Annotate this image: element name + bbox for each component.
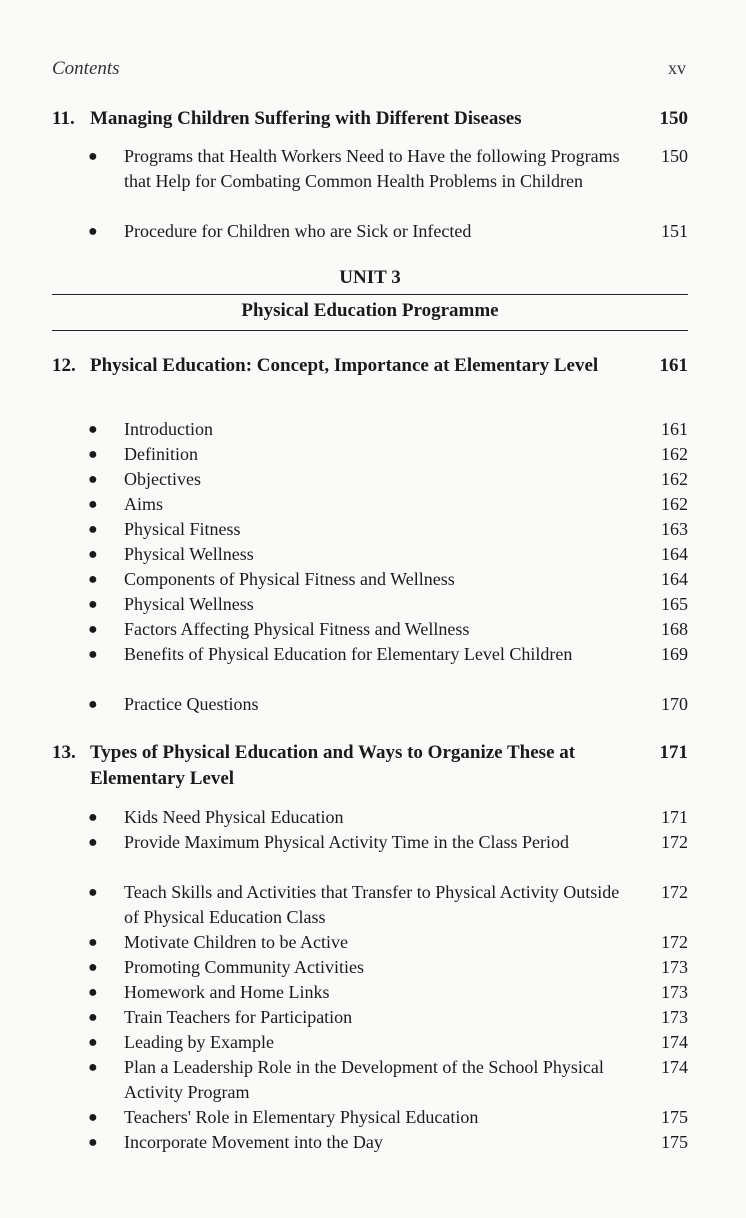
bullet-icon: ● <box>88 496 98 513</box>
toc-item-page: 173 <box>661 957 688 977</box>
bullet-icon: ● <box>88 148 98 165</box>
bullet-icon: ● <box>88 984 98 1001</box>
toc-item-page: 165 <box>661 594 688 614</box>
bullet-icon: ● <box>88 884 98 901</box>
running-header-page-number: xv <box>668 58 686 78</box>
toc-item[interactable] <box>88 692 688 717</box>
bullet-icon: ● <box>88 521 98 538</box>
toc-item-page: 175 <box>661 1107 688 1127</box>
toc-item-page: 162 <box>661 469 688 489</box>
toc-item-page: 174 <box>661 1032 688 1052</box>
divider <box>52 330 688 331</box>
toc-item[interactable] <box>88 880 688 930</box>
divider <box>52 294 688 295</box>
bullet-icon: ● <box>88 959 98 976</box>
bullet-icon: ● <box>88 1134 98 1151</box>
toc-item[interactable] <box>88 219 688 244</box>
bullet-icon: ● <box>88 1059 98 1076</box>
toc-item[interactable] <box>88 492 688 517</box>
unit-title: Physical Education Programme <box>241 300 499 321</box>
toc-item-page: 162 <box>661 444 688 464</box>
toc-item-text: Train Teachers for Participation <box>124 1007 353 1027</box>
toc-item-page: 150 <box>661 146 688 166</box>
toc-item[interactable] <box>88 144 688 194</box>
toc-item[interactable] <box>88 805 688 830</box>
toc-item-page: 172 <box>661 832 688 852</box>
chapter-number: 13. <box>52 742 76 763</box>
toc-item-page: 172 <box>661 882 688 902</box>
toc-item[interactable] <box>88 1030 688 1055</box>
toc-item-page: 164 <box>661 569 688 589</box>
chapter-number: 12. <box>52 355 76 376</box>
toc-item-page: 174 <box>661 1057 688 1077</box>
bullet-icon: ● <box>88 646 98 663</box>
toc-item-text: Practice Questions <box>124 694 259 714</box>
toc-item[interactable] <box>88 1105 688 1130</box>
toc-item[interactable] <box>88 930 688 955</box>
toc-item-text: Benefits of Physical Education for Elementary Level Children <box>124 644 573 664</box>
unit-label: UNIT 3 <box>339 267 401 288</box>
toc-item-text: Physical Fitness <box>124 519 241 539</box>
toc-item-page: 172 <box>661 932 688 952</box>
toc-item[interactable] <box>88 517 688 542</box>
chapter-title: Types of Physical Education and Ways to Organize These at Elementary Level <box>90 742 576 789</box>
toc-item[interactable] <box>88 567 688 592</box>
toc-item-page: 162 <box>661 494 688 514</box>
toc-item-text: Incorporate Movement into the Day <box>124 1132 383 1152</box>
toc-item-text: Leading by Example <box>124 1032 274 1052</box>
toc-item-text: Teachers' Role in Elementary Physical Education <box>124 1107 479 1127</box>
toc-item-text: Programs that Health Workers Need to Have the following Programs that Help for Combating Common Health Problems in Children <box>124 146 620 191</box>
chapter-number: 11. <box>52 108 75 129</box>
toc-item[interactable] <box>88 617 688 642</box>
toc-item-text: Motivate Children to be Active <box>124 932 348 952</box>
toc-item-page: 175 <box>661 1132 688 1152</box>
bullet-icon: ● <box>88 471 98 488</box>
toc-item-page: 171 <box>661 807 688 827</box>
bullet-icon: ● <box>88 1109 98 1126</box>
bullet-icon: ● <box>88 546 98 563</box>
toc-item[interactable] <box>88 467 688 492</box>
toc-item-page: 169 <box>661 644 688 664</box>
bullet-icon: ● <box>88 696 98 713</box>
bullet-icon: ● <box>88 596 98 613</box>
toc-item-text: Kids Need Physical Education <box>124 807 344 827</box>
chapter-title: Managing Children Suffering with Different Diseases <box>90 108 522 129</box>
chapter-page: 150 <box>659 108 688 129</box>
toc-item-text: Definition <box>124 444 198 464</box>
toc-item-text: Physical Wellness <box>124 594 254 614</box>
toc-item-page: 173 <box>661 982 688 1002</box>
toc-item-text: Physical Wellness <box>124 544 254 564</box>
chapter-page: 161 <box>659 355 688 376</box>
toc-item[interactable] <box>88 592 688 617</box>
toc-item-text: Teach Skills and Activities that Transfer to Physical Activity Outside of Physical Education Class <box>124 882 620 927</box>
toc-item-page: 173 <box>661 1007 688 1027</box>
toc-item-text: Components of Physical Fitness and Wellness <box>124 569 455 589</box>
bullet-icon: ● <box>88 934 98 951</box>
toc-item-text: Plan a Leadership Role in the Development of the School Physical Activity Program <box>124 1057 604 1102</box>
toc-item-page: 170 <box>661 694 688 714</box>
toc-item[interactable] <box>88 830 688 855</box>
bullet-icon: ● <box>88 446 98 463</box>
toc-item[interactable] <box>88 980 688 1005</box>
bullet-icon: ● <box>88 1034 98 1051</box>
toc-item[interactable] <box>88 1005 688 1030</box>
toc-item[interactable] <box>88 442 688 467</box>
toc-item[interactable] <box>88 542 688 567</box>
bullet-icon: ● <box>88 621 98 638</box>
bullet-icon: ● <box>88 1009 98 1026</box>
toc-item-text: Factors Affecting Physical Fitness and Wellness <box>124 619 470 639</box>
chapter-title: Physical Education: Concept, Importance at Elementary Level <box>90 355 599 376</box>
bullet-icon: ● <box>88 421 98 438</box>
bullet-icon: ● <box>88 571 98 588</box>
bullet-icon: ● <box>88 223 98 240</box>
running-header-title: Contents <box>52 58 120 79</box>
toc-item-page: 151 <box>661 221 688 241</box>
toc-item-text: Introduction <box>124 419 213 439</box>
chapter-page: 171 <box>659 742 688 763</box>
bullet-icon: ● <box>88 834 98 851</box>
toc-item-text: Procedure for Children who are Sick or Infected <box>124 221 472 241</box>
chapter-13-entry[interactable] <box>52 740 688 792</box>
toc-item[interactable] <box>88 1055 688 1105</box>
bullet-icon: ● <box>88 809 98 826</box>
toc-item-page: 163 <box>661 519 688 539</box>
toc-item-page: 164 <box>661 544 688 564</box>
toc-item[interactable] <box>88 642 688 667</box>
chapter-12-entry[interactable] <box>52 353 688 379</box>
toc-item-text: Provide Maximum Physical Activity Time in the Class Period <box>124 832 570 852</box>
toc-item-text: Promoting Community Activities <box>124 957 365 977</box>
toc-item-text: Homework and Home Links <box>124 982 330 1002</box>
chapter-11-entry[interactable] <box>52 106 688 132</box>
toc-item-page: 168 <box>661 619 688 639</box>
toc-item-page: 161 <box>661 419 688 439</box>
toc-item[interactable] <box>88 955 688 980</box>
toc-item[interactable] <box>88 1130 688 1155</box>
toc-item-text: Objectives <box>124 469 201 489</box>
toc-item[interactable] <box>88 417 688 442</box>
toc-item-text: Aims <box>124 494 164 514</box>
running-header <box>52 58 686 80</box>
